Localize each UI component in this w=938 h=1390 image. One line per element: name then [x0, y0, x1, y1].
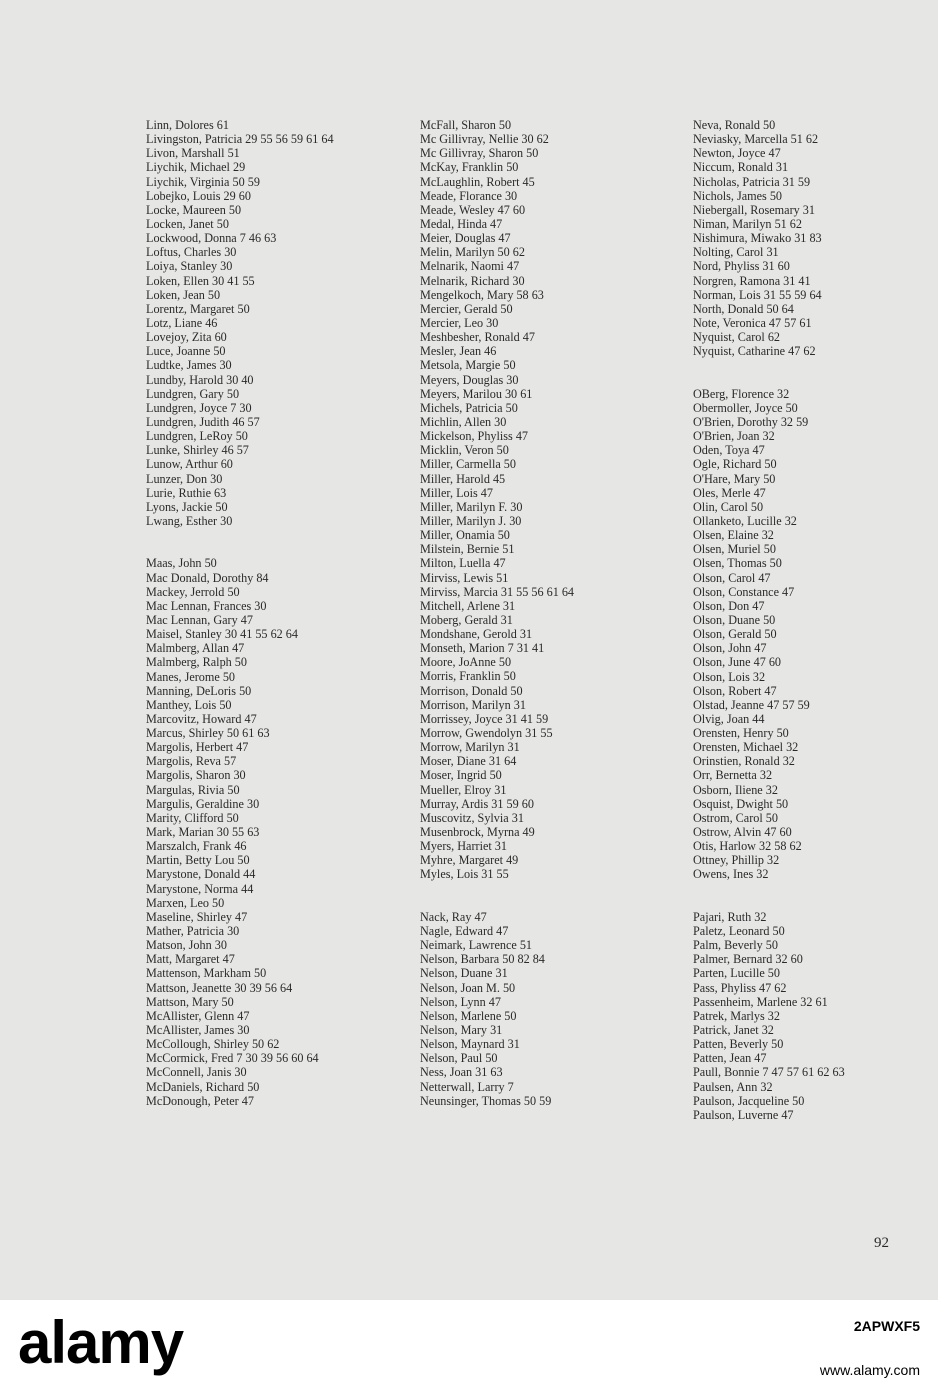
index-entry: Olson, Robert 47	[693, 683, 777, 698]
index-entry: Nichols, James 50	[693, 188, 783, 203]
index-entry: Patten, Jean 47	[693, 1051, 767, 1066]
index-entry: Maas, John 50	[146, 556, 217, 571]
index-entry: Ludtke, James 30	[146, 358, 232, 373]
index-entry: Nelson, Barbara 50 82 84	[420, 952, 545, 967]
index-entry: Marity, Clifford 50	[146, 810, 239, 825]
index-entry: Margulis, Geraldine 30	[146, 796, 260, 811]
index-column-3	[693, 118, 938, 1122]
index-entry: Palm, Beverly 50	[693, 938, 778, 953]
index-entry: Obermoller, Joyce 50	[693, 400, 798, 415]
index-entry: Netterwall, Larry 7	[420, 1079, 514, 1094]
index-entry: Orr, Bernetta 32	[693, 768, 773, 783]
index-entry: Ollanketo, Lucille 32	[693, 513, 797, 528]
index-entry: Neunsinger, Thomas 50 59	[420, 1093, 552, 1108]
index-entry: Miller, Carmella 50	[420, 457, 516, 472]
index-entry: Patten, Beverly 50	[693, 1037, 784, 1052]
index-entry: Nolting, Carol 31	[693, 245, 779, 260]
index-entry: Ottney, Phillip 32	[693, 853, 780, 868]
index-entry: Matson, John 30	[146, 938, 227, 953]
index-entry: Patrek, Marlys 32	[693, 1008, 780, 1023]
index-entry: Olsen, Thomas 50	[693, 556, 782, 571]
index-entry: Micklin, Veron 50	[420, 443, 509, 458]
index-entry: Olson, Duane 50	[693, 612, 776, 627]
index-entry: Mark, Marian 30 55 63	[146, 825, 260, 840]
index-entry: Olson, Don 47	[693, 598, 765, 613]
index-entry: Nyquist, Carol 62	[693, 330, 781, 345]
index-entry: Miller, Onamia 50	[420, 528, 510, 543]
index-entry: Orensten, Henry 50	[693, 726, 789, 741]
index-entry: Lotz, Liane 46	[146, 315, 218, 330]
index-entry: Marxen, Leo 50	[146, 895, 225, 910]
index-entry: Metsola, Margie 50	[420, 358, 516, 373]
index-entry: McAllister, James 30	[146, 1023, 250, 1038]
index-entry: Moberg, Gerald 31	[420, 612, 513, 627]
index-entry: Loiya, Stanley 30	[146, 259, 233, 274]
index-entry: Olson, June 47 60	[693, 655, 782, 670]
index-entry: Passenheim, Marlene 32 61	[693, 994, 828, 1009]
index-entry: Lunow, Arthur 60	[146, 457, 233, 472]
index-entry: Olson, Constance 47	[693, 584, 795, 599]
index-entry: Loftus, Charles 30	[146, 245, 237, 260]
index-entry: Marszalch, Frank 46	[146, 839, 247, 854]
index-entry: Nelson, Maynard 31	[420, 1037, 520, 1052]
index-entry: Meier, Douglas 47	[420, 231, 511, 246]
index-entry: Locken, Janet 50	[146, 216, 229, 231]
index-entry: Norman, Lois 31 55 59 64	[693, 287, 822, 302]
index-entry: Lorentz, Margaret 50	[146, 301, 250, 316]
index-entry: Locke, Maureen 50	[146, 202, 242, 217]
index-entry: Mc Gillivray, Nellie 30 62	[420, 132, 549, 147]
index-entry: Martin, Betty Lou 50	[146, 853, 250, 868]
index-entry: Michlin, Allen 30	[420, 414, 507, 429]
index-entry: Mc Gillivray, Sharon 50	[420, 146, 539, 161]
index-entry: Nagle, Edward 47	[420, 924, 509, 939]
index-entry: Mattson, Mary 50	[146, 994, 234, 1009]
index-entry: Livon, Marshall 51	[146, 146, 240, 161]
index-entry: Nord, Phyliss 31 60	[693, 259, 790, 274]
index-entry: Palmer, Bernard 32 60	[693, 952, 803, 967]
index-entry: Margulas, Rivia 50	[146, 782, 240, 797]
index-entry: Lovejoy, Zita 60	[146, 330, 227, 345]
index-entry: Maisel, Stanley 30 41 55 62 64	[146, 627, 298, 642]
index-entry: Mattenson, Markham 50	[146, 966, 267, 981]
watermark-site: www.alamy.com	[819, 1362, 920, 1378]
index-entry: Lundby, Harold 30 40	[146, 372, 254, 387]
index-entry: Olstad, Jeanne 47 57 59	[693, 697, 810, 712]
index-entry: Paulson, Jacqueline 50	[693, 1093, 805, 1108]
index-entry: McDonough, Peter 47	[146, 1093, 254, 1108]
index-entry: Niccum, Ronald 31	[693, 160, 789, 175]
index-entry: Marystone, Norma 44	[146, 881, 254, 896]
page-number: 92	[874, 1235, 889, 1251]
index-entry: McAllister, Glenn 47	[146, 1008, 250, 1023]
index-entry: Niman, Marilyn 51 62	[693, 216, 802, 231]
index-column-2	[420, 118, 690, 1108]
index-entry: Morrow, Gwendolyn 31 55	[420, 726, 553, 741]
index-entry: Matt, Margaret 47	[146, 952, 235, 967]
index-entry: Note, Veronica 47 57 61	[693, 315, 812, 330]
index-entry: Mather, Patricia 30	[146, 924, 240, 939]
index-entry: Neva, Ronald 50	[693, 118, 776, 132]
index-entry: Mesler, Jean 46	[420, 344, 497, 359]
index-entry: Ostrow, Alvin 47 60	[693, 825, 792, 840]
index-entry: Nelson, Marlene 50	[420, 1008, 517, 1023]
index-entry: Moser, Diane 31 64	[420, 754, 517, 769]
section-gap	[693, 358, 938, 386]
index-entry: Lundgren, Joyce 7 30	[146, 400, 252, 415]
index-entry: Myers, Harriet 31	[420, 839, 507, 854]
index-entry: Lyons, Jackie 50	[146, 499, 228, 514]
index-entry: Malmberg, Allan 47	[146, 641, 245, 656]
index-entry: Pajari, Ruth 32	[693, 909, 767, 924]
index-entry: Manes, Jerome 50	[146, 669, 236, 684]
index-entry: Medal, Hinda 47	[420, 216, 503, 231]
index-entry: Lunke, Shirley 46 57	[146, 443, 249, 458]
index-entry: Osquist, Dwight 50	[693, 796, 789, 811]
index-entry: O'Brien, Dorothy 32 59	[693, 414, 809, 429]
index-column-1	[146, 118, 416, 1108]
index-entry: Mengelkoch, Mary 58 63	[420, 287, 544, 302]
index-entry: Lundgren, Gary 50	[146, 386, 240, 401]
index-entry: Monseth, Marion 7 31 41	[420, 641, 545, 656]
section-gap	[146, 528, 416, 556]
index-entry: Malmberg, Ralph 50	[146, 655, 247, 670]
index-entry: Margolis, Reva 57	[146, 754, 237, 769]
index-entry: Paulsen, Ann 32	[693, 1079, 773, 1094]
index-entry: Morris, Franklin 50	[420, 669, 516, 684]
index-entry: Melnarik, Richard 30	[420, 273, 525, 288]
index-entry: Niebergall, Rosemary 31	[693, 202, 815, 217]
index-entry: Olson, Lois 32	[693, 669, 766, 684]
index-entry: Paull, Bonnie 7 47 57 61 62 63	[693, 1065, 845, 1080]
index-entry: McLaughlin, Robert 45	[420, 174, 535, 189]
index-entry: Liychik, Virginia 50 59	[146, 174, 260, 189]
index-entry: Nishimura, Miwako 31 83	[693, 231, 822, 246]
index-entry: Lundgren, LeRoy 50	[146, 429, 248, 444]
index-entry: Meyers, Douglas 30	[420, 372, 519, 387]
index-entry: Orensten, Michael 32	[693, 740, 799, 755]
index-entry: Nelson, Mary 31	[420, 1023, 503, 1038]
index-entry: Olson, John 47	[693, 641, 767, 656]
index-entry: Mitchell, Arlene 31	[420, 598, 516, 613]
index-entry: Luce, Joanne 50	[146, 344, 226, 359]
index-entry: Mirviss, Marcia 31 55 56 61 64	[420, 584, 575, 599]
index-entry: Morrow, Marilyn 31	[420, 740, 520, 755]
index-entry: Patrick, Janet 32	[693, 1023, 774, 1038]
index-entry: Oles, Merle 47	[693, 485, 766, 500]
index-entry: McDaniels, Richard 50	[146, 1079, 260, 1094]
index-entry: Ostrom, Carol 50	[693, 810, 778, 825]
index-entry: Murray, Ardis 31 59 60	[420, 796, 534, 811]
index-entry: Moser, Ingrid 50	[420, 768, 502, 783]
index-entry: Manning, DeLoris 50	[146, 683, 252, 698]
index-entry: Mirviss, Lewis 51	[420, 570, 509, 585]
index-entry: Mac Donald, Dorothy 84	[146, 570, 269, 585]
index-entry: Morrissey, Joyce 31 41 59	[420, 711, 549, 726]
index-entry: Mickelson, Phyliss 47	[420, 429, 529, 444]
index-entry: Meade, Florance 30	[420, 188, 518, 203]
index-entry: Nack, Ray 47	[420, 909, 487, 924]
index-entry: Neviasky, Marcella 51 62	[693, 132, 819, 147]
index-entry: Mueller, Elroy 31	[420, 782, 507, 797]
index-entry: Morrison, Donald 50	[420, 683, 523, 698]
index-entry: Olson, Gerald 50	[693, 627, 777, 642]
index-entry: Paletz, Leonard 50	[693, 924, 785, 939]
index-entry: Ness, Joan 31 63	[420, 1065, 503, 1080]
index-entry: Mackey, Jerrold 50	[146, 584, 240, 599]
index-entry: Olsen, Elaine 32	[693, 528, 774, 543]
watermark-logo: alamy	[18, 1309, 184, 1376]
index-entry: O'Brien, Joan 32	[693, 429, 775, 444]
index-entry: Olsen, Muriel 50	[693, 542, 776, 557]
index-entry: OBerg, Florence 32	[693, 386, 790, 401]
index-entry: Lobejko, Louis 29 60	[146, 188, 251, 203]
index-entry: McKay, Franklin 50	[420, 160, 519, 175]
watermark-bar	[0, 1300, 938, 1390]
index-entry: Marystone, Donald 44	[146, 867, 256, 882]
index-entry: North, Donald 50 64	[693, 301, 794, 316]
index-entry: Maseline, Shirley 47	[146, 909, 248, 924]
index-entry: Nicholas, Patricia 31 59	[693, 174, 811, 189]
index-entry: Orinstien, Ronald 32	[693, 754, 795, 769]
index-entry: Moore, JoAnne 50	[420, 655, 512, 670]
section-gap	[420, 882, 690, 910]
index-entry: Loken, Ellen 30 41 55	[146, 273, 255, 288]
index-entry: Meshbesher, Ronald 47	[420, 330, 535, 345]
index-entry: Olin, Carol 50	[693, 499, 764, 514]
index-entry: Milton, Luella 47	[420, 556, 506, 571]
index-entry: Margolis, Sharon 30	[146, 768, 246, 783]
index-entry: Mac Lennan, Gary 47	[146, 612, 253, 627]
index-entry: Lockwood, Donna 7 46 63	[146, 231, 277, 246]
index-entry: McConnell, Janis 30	[146, 1065, 247, 1080]
index-entry: Meade, Wesley 47 60	[420, 202, 526, 217]
index-entry: Olson, Carol 47	[693, 570, 771, 585]
index-entry: Pass, Phyliss 47 62	[693, 980, 787, 995]
index-entry: Manthey, Lois 50	[146, 697, 232, 712]
index-entry: Loken, Jean 50	[146, 287, 221, 302]
index-entry: Lunzer, Don 30	[146, 471, 223, 486]
index-entry: Nelson, Joan M. 50	[420, 980, 516, 995]
index-entry: Livingston, Patricia 29 55 56 59 61 64	[146, 132, 334, 147]
index-entry: Otis, Harlow 32 58 62	[693, 839, 802, 854]
index-entry: Newton, Joyce 47	[693, 146, 781, 161]
index-entry: McCormick, Fred 7 30 39 56 60 64	[146, 1051, 319, 1066]
index-entry: Parten, Lucille 50	[693, 966, 780, 981]
index-entry: Margolis, Herbert 47	[146, 740, 249, 755]
index-entry: Miller, Marilyn J. 30	[420, 513, 522, 528]
index-entry: Muscovitz, Sylvia 31	[420, 810, 524, 825]
index-entry: Nyquist, Catharine 47 62	[693, 344, 816, 359]
index-entry: Melnarik, Naomi 47	[420, 259, 520, 274]
index-entry: McCollough, Shirley 50 62	[146, 1037, 280, 1052]
index-entry: Marcus, Shirley 50 61 63	[146, 726, 270, 741]
index-entry: Milstein, Bernie 51	[420, 542, 515, 557]
index-entry: Michels, Patricia 50	[420, 400, 518, 415]
index-entry: Lundgren, Judith 46 57	[146, 414, 260, 429]
index-entry: Olvig, Joan 44	[693, 711, 765, 726]
index-entry: Meyers, Marilou 30 61	[420, 386, 533, 401]
index-entry: Morrison, Marilyn 31	[420, 697, 526, 712]
index-entry: Marcovitz, Howard 47	[146, 711, 257, 726]
index-entry: Ogle, Richard 50	[693, 457, 777, 472]
index-entry: Linn, Dolores 61	[146, 118, 229, 132]
index-entry: Norgren, Ramona 31 41	[693, 273, 811, 288]
index-entry: Myhre, Margaret 49	[420, 853, 519, 868]
index-entry: Lwang, Esther 30	[146, 513, 233, 528]
index-entry: Owens, Ines 32	[693, 867, 769, 882]
index-entry: Myles, Lois 31 55	[420, 867, 509, 882]
index-entry: Melin, Marilyn 50 62	[420, 245, 525, 260]
index-entry: Lurie, Ruthie 63	[146, 485, 227, 500]
index-entry: Liychik, Michael 29	[146, 160, 246, 175]
index-entry: Nelson, Duane 31	[420, 966, 508, 981]
index-entry: McFall, Sharon 50	[420, 118, 512, 132]
index-entry: O'Hare, Mary 50	[693, 471, 776, 486]
index-entry: Nelson, Lynn 47	[420, 994, 501, 1009]
index-entry: Nelson, Paul 50	[420, 1051, 498, 1066]
index-entry: Oden, Toya 47	[693, 443, 765, 458]
index-entry: Mattson, Jeanette 30 39 56 64	[146, 980, 293, 995]
index-entry: Paulson, Luverne 47	[693, 1107, 794, 1122]
index-entry: Mercier, Leo 30	[420, 315, 499, 330]
section-gap	[693, 882, 938, 910]
index-entry: Musenbrock, Myrna 49	[420, 825, 535, 840]
index-entry: Miller, Marilyn F. 30	[420, 499, 523, 514]
index-entry: Miller, Lois 47	[420, 485, 493, 500]
index-entry: Mondshane, Gerold 31	[420, 627, 533, 642]
index-entry: Mac Lennan, Frances 30	[146, 598, 267, 613]
index-entry: Mercier, Gerald 50	[420, 301, 513, 316]
index-entry: Miller, Harold 45	[420, 471, 506, 486]
watermark-image-id: 2APWXF5	[853, 1318, 920, 1334]
index-entry: Osborn, Iliene 32	[693, 782, 778, 797]
index-entry: Neimark, Lawrence 51	[420, 938, 533, 953]
